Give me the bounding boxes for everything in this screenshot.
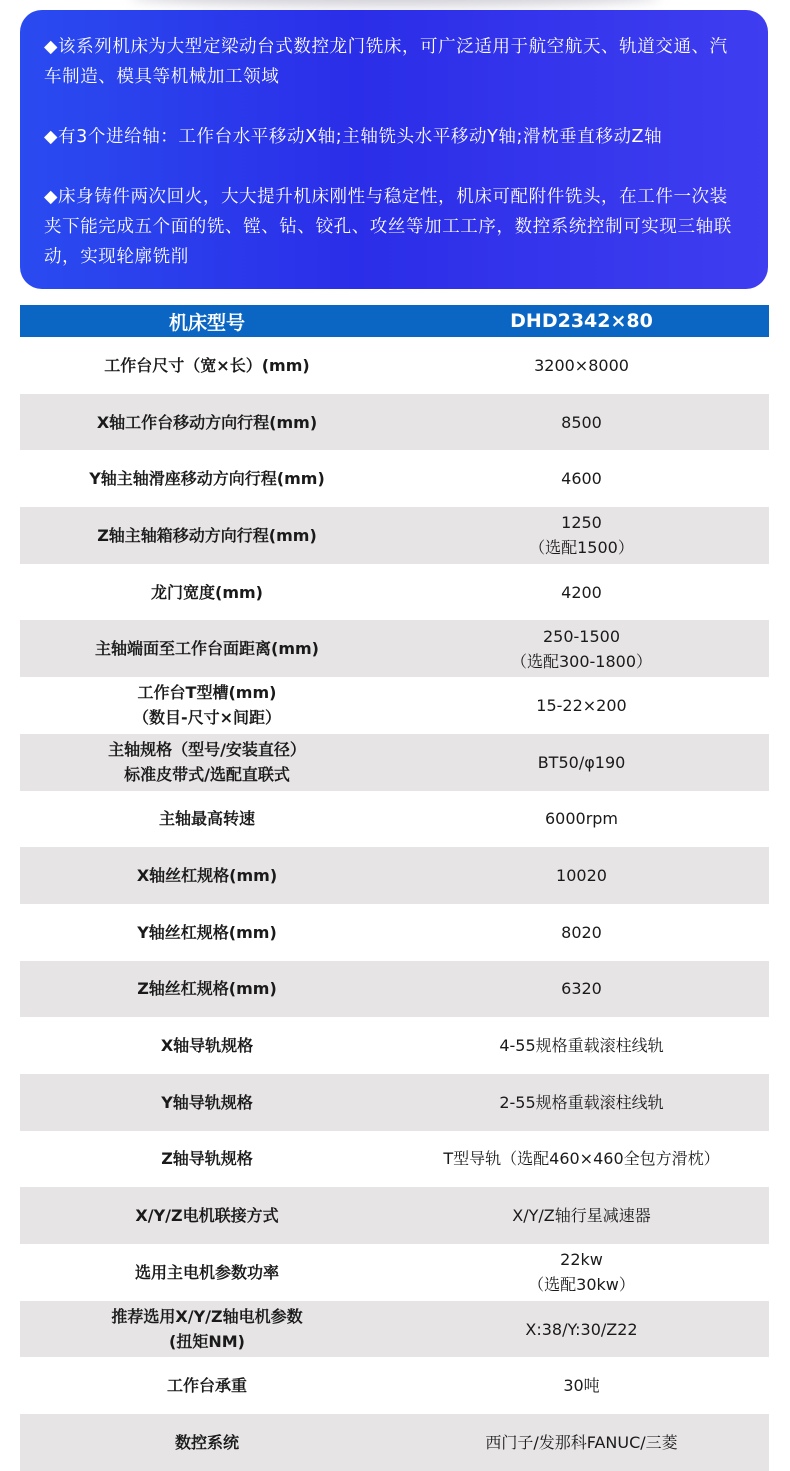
top-shadow <box>130 0 660 6</box>
spec-value-text: 6000rpm <box>544 809 619 829</box>
spec-value-text: 1250 <box>561 513 602 533</box>
spec-value-cell <box>394 1247 769 1297</box>
table-row <box>20 1074 769 1131</box>
spec-param-text: 选用主电机参数功率 <box>134 1262 279 1282</box>
table-row <box>20 1301 769 1358</box>
spec-param-cell <box>20 636 394 661</box>
spec-param-cell <box>20 737 394 787</box>
spec-param-text: X轴丝杠规格(mm) <box>136 866 278 886</box>
spec-param-text: 推荐选用X/Y/Z轴电机参数 <box>111 1307 303 1327</box>
intro-paragraph: ◆床身铸件两次回火，大大提升机床刚性与稳定性，机床可配附件铣头，在工件一次装夹下能完成五个面的铣、镗、钻、铰孔、攻丝等加工工序，数控系统控制可实现三轴联动，实现轮廓铣削 <box>44 187 732 267</box>
spec-value-cell <box>394 693 769 718</box>
spec-value-text: 4600 <box>561 469 602 489</box>
spec-param-text: 主轴规格（型号/安装直径） <box>108 740 306 760</box>
spec-value-text: 4200 <box>561 582 602 602</box>
spec-value-cell <box>394 510 769 560</box>
spec-value-text: 西门子/发那科FANUC/三菱 <box>485 1432 678 1452</box>
table-row <box>20 450 769 507</box>
intro-paragraph: ◆有3个进给轴：工作台水平移动X轴;主轴铣头水平移动Y轴;滑枕垂直移动Z轴 <box>44 127 663 147</box>
spec-value-cell <box>394 976 769 1001</box>
spec-param-cell <box>20 1373 394 1398</box>
spec-value-cell <box>394 580 769 605</box>
spec-value-text: （选配30kw） <box>528 1275 635 1295</box>
spec-param-cell <box>20 1260 394 1285</box>
table-row <box>20 847 769 904</box>
table-row <box>20 337 769 394</box>
spec-param-cell <box>20 1304 394 1354</box>
table-row <box>20 394 769 451</box>
spec-param-text: (扭矩NM) <box>169 1332 245 1352</box>
spec-value-text: T型导轨（选配460×460全包方滑枕） <box>443 1149 720 1169</box>
spec-value-cell <box>394 466 769 491</box>
spec-value-text: 4-55规格重载滚柱线轨 <box>499 1036 664 1056</box>
spec-value-cell <box>394 1430 769 1455</box>
spec-param-cell <box>20 1033 394 1058</box>
spec-value-cell <box>394 1146 769 1171</box>
table-row <box>20 1414 769 1471</box>
spec-value-text: 6320 <box>561 979 602 999</box>
table-row <box>20 677 769 734</box>
spec-value-cell <box>394 863 769 888</box>
spec-value-cell <box>394 624 769 674</box>
spec-value-text: 22kw <box>560 1250 603 1270</box>
table-row <box>20 791 769 848</box>
spec-table <box>20 305 769 1471</box>
spec-param-text: Y轴丝杠规格(mm) <box>137 922 277 942</box>
spec-value-cell <box>394 750 769 775</box>
spec-value-text: 15-22×200 <box>536 695 627 715</box>
table-row <box>20 961 769 1018</box>
spec-value-text: 10020 <box>556 866 607 886</box>
table-row <box>20 1017 769 1074</box>
spec-value-cell <box>394 1317 769 1342</box>
spec-param-cell <box>20 1146 394 1171</box>
table-row <box>20 620 769 677</box>
spec-value-text: （选配300-1800） <box>510 651 653 671</box>
spec-param-cell <box>20 680 394 730</box>
spec-value-cell <box>394 1033 769 1058</box>
spec-param-cell <box>20 353 394 378</box>
spec-param-cell <box>20 410 394 435</box>
spec-table-header <box>20 305 769 337</box>
spec-value-text: 30吨 <box>563 1376 600 1396</box>
spec-value-cell <box>394 1203 769 1228</box>
spec-value-text: 8500 <box>561 412 602 432</box>
spec-param-text: 标准皮带式/选配直联式 <box>124 765 290 785</box>
spec-param-text: 数控系统 <box>174 1432 239 1452</box>
spec-param-text: 工作台尺寸（宽×长）(mm) <box>104 355 310 375</box>
spec-param-cell <box>20 976 394 1001</box>
spec-param-cell <box>20 466 394 491</box>
spec-value-cell <box>394 1090 769 1115</box>
spec-value-cell <box>394 1373 769 1398</box>
spec-param-text: Z轴主轴箱移动方向行程(mm) <box>97 525 317 545</box>
spec-value-text: BT50/φ190 <box>537 752 626 772</box>
table-row <box>20 564 769 621</box>
spec-param-text: Y轴导轨规格 <box>161 1092 253 1112</box>
spec-param-text: 主轴最高转速 <box>158 809 255 829</box>
spec-param-text: 工作台承重 <box>166 1376 247 1396</box>
spec-param-cell <box>20 863 394 888</box>
spec-value-text: 3200×8000 <box>534 355 629 375</box>
spec-value-text: X:38/Y:30/Z22 <box>525 1319 638 1339</box>
spec-param-cell <box>20 1090 394 1115</box>
spec-param-text: X轴导轨规格 <box>160 1036 254 1056</box>
table-row <box>20 507 769 564</box>
spec-param-cell <box>20 580 394 605</box>
table-row <box>20 904 769 961</box>
spec-param-text: Y轴主轴滑座移动方向行程(mm) <box>89 469 325 489</box>
spec-table-body <box>20 337 769 1471</box>
spec-param-text: （数目-尺寸×间距） <box>132 708 282 728</box>
spec-value-text: 2-55规格重载滚柱线轨 <box>499 1092 664 1112</box>
table-row <box>20 1244 769 1301</box>
spec-param-cell <box>20 920 394 945</box>
spec-value-cell <box>394 410 769 435</box>
header-model-value: DHD2342×80 <box>510 310 653 332</box>
spec-param-text: Z轴导轨规格 <box>161 1149 253 1169</box>
table-row <box>20 1357 769 1414</box>
spec-value-text: （选配1500） <box>529 538 634 558</box>
spec-param-cell <box>20 1203 394 1228</box>
spec-value-text: 8020 <box>561 922 602 942</box>
spec-param-text: 龙门宽度(mm) <box>151 582 263 602</box>
spec-param-cell <box>20 1430 394 1455</box>
spec-value-text: 250-1500 <box>542 626 621 646</box>
spec-param-cell <box>20 806 394 831</box>
spec-param-cell <box>20 523 394 548</box>
spec-param-text: Z轴丝杠规格(mm) <box>137 979 277 999</box>
spec-param-text: X/Y/Z电机联接方式 <box>135 1206 279 1226</box>
table-row <box>20 1131 769 1188</box>
intro-paragraph: ◆该系列机床为大型定梁动台式数控龙门铣床，可广泛适用于航空航天、轨道交通、汽车制造、模具等机械加工领域 <box>44 37 728 87</box>
header-param-label: 机床型号 <box>168 311 245 334</box>
spec-value-cell <box>394 353 769 378</box>
spec-value-cell <box>394 806 769 831</box>
spec-param-text: 工作台T型槽(mm) <box>137 683 277 703</box>
table-row <box>20 734 769 791</box>
spec-value-cell <box>394 920 769 945</box>
spec-param-text: X轴工作台移动方向行程(mm) <box>96 412 318 432</box>
spec-value-text: X/Y/Z轴行星减速器 <box>512 1206 651 1226</box>
spec-param-text: 主轴端面至工作台面距离(mm) <box>95 639 319 659</box>
table-row <box>20 1187 769 1244</box>
intro-card <box>20 10 768 289</box>
